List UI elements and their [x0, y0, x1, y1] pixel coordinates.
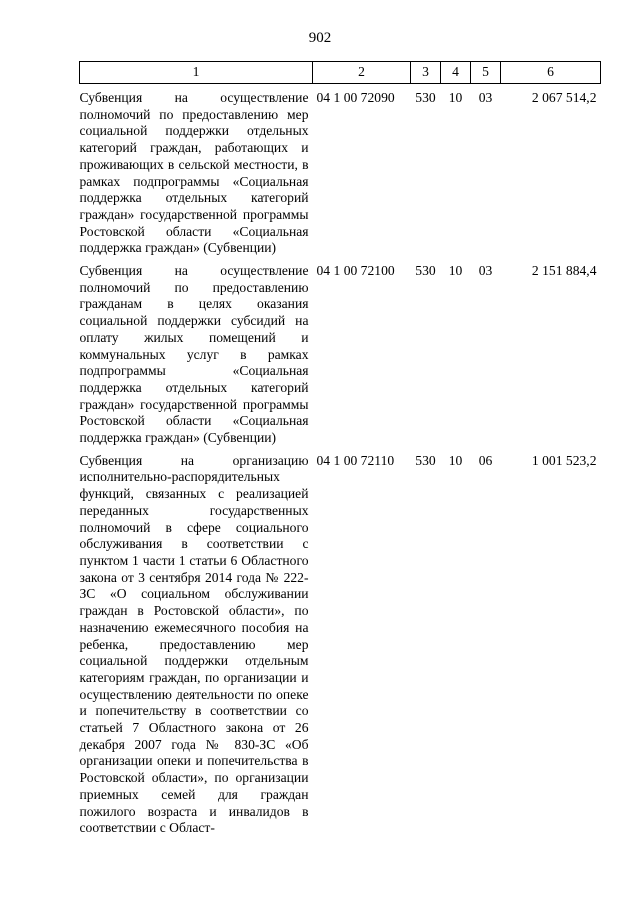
table-row [80, 447, 601, 837]
row-section: 10 [448, 90, 463, 105]
row-target-code: 04 1 00 72100 [316, 263, 395, 279]
row-target-code: 04 1 00 72090 [316, 90, 395, 105]
row-subsection: 03 [478, 90, 493, 105]
header-col-6: 6 [501, 62, 601, 84]
row-sum: 1 001 523,2 [531, 452, 597, 468]
row-sum: 2 151 884,4 [531, 263, 597, 279]
row-name: Субвенция на организацию исполнительно-распорядительных функций, связанных с реализацией переданных государственных полномочий в сфере социального обслуживания в соответствии с пунктом 1 части 1 статьи 6 Областного закона от 3 сентября 2014 года № 222-ЗС «О социальном обслуживании граждан в Ростовской области», по назначению ежемесячного пособия на ребенка, предоставлению мер социальной поддержки отдельным категориям граждан, по организации и осуществлению деятельности по опеке и попечительству в соответствии со статьей 7 Областного закона от 26 декабря 2007 года № 830-ЗС «Об организации опеки и попечительства в Ростовской области», по организации приемных семей для граждан пожилого возраста и инвалидов в соответствии с Област- [79, 452, 309, 836]
row-section: 10 [448, 263, 463, 279]
table-row [80, 84, 601, 258]
row-expense-type: 530 [415, 263, 436, 279]
row-name: Субвенция на осуществление полномочий по предоставлению мер социальной поддержки отдельных категорий граждан, работающих и проживающих в сельской местности, в рамках подпрограммы «Социальная поддержка отдельных категорий граждан» государственной программы Ростовской области «Социальная поддержка граждан» (Субвенции) [79, 90, 309, 256]
row-sum: 2 067 514,2 [531, 90, 597, 105]
budget-table [79, 61, 601, 837]
page-number: 902 [308, 30, 332, 46]
row-name: Субвенция на осуществление полномочий по предоставлению гражданам в целях оказания социальной поддержки субсидий на оплату жилых помещений и коммунальных услуг в рамках подпрограммы «Социальная поддержка отдельных категорий граждан» государственной программы Ростовской области «Социальная поддержка граждан» (Субвенции) [79, 263, 309, 446]
header-col-3: 3 [411, 62, 441, 84]
table-header-row [80, 62, 601, 84]
row-target-code: 04 1 00 72110 [316, 452, 395, 468]
row-subsection: 06 [478, 452, 493, 468]
header-col-2: 2 [313, 62, 411, 84]
row-expense-type: 530 [415, 452, 436, 468]
header-col-4: 4 [441, 62, 471, 84]
row-expense-type: 530 [415, 90, 436, 105]
table-row [80, 257, 601, 447]
row-section: 10 [448, 452, 463, 468]
header-col-1: 1 [80, 62, 313, 84]
row-subsection: 03 [478, 263, 493, 279]
header-col-5: 5 [471, 62, 501, 84]
